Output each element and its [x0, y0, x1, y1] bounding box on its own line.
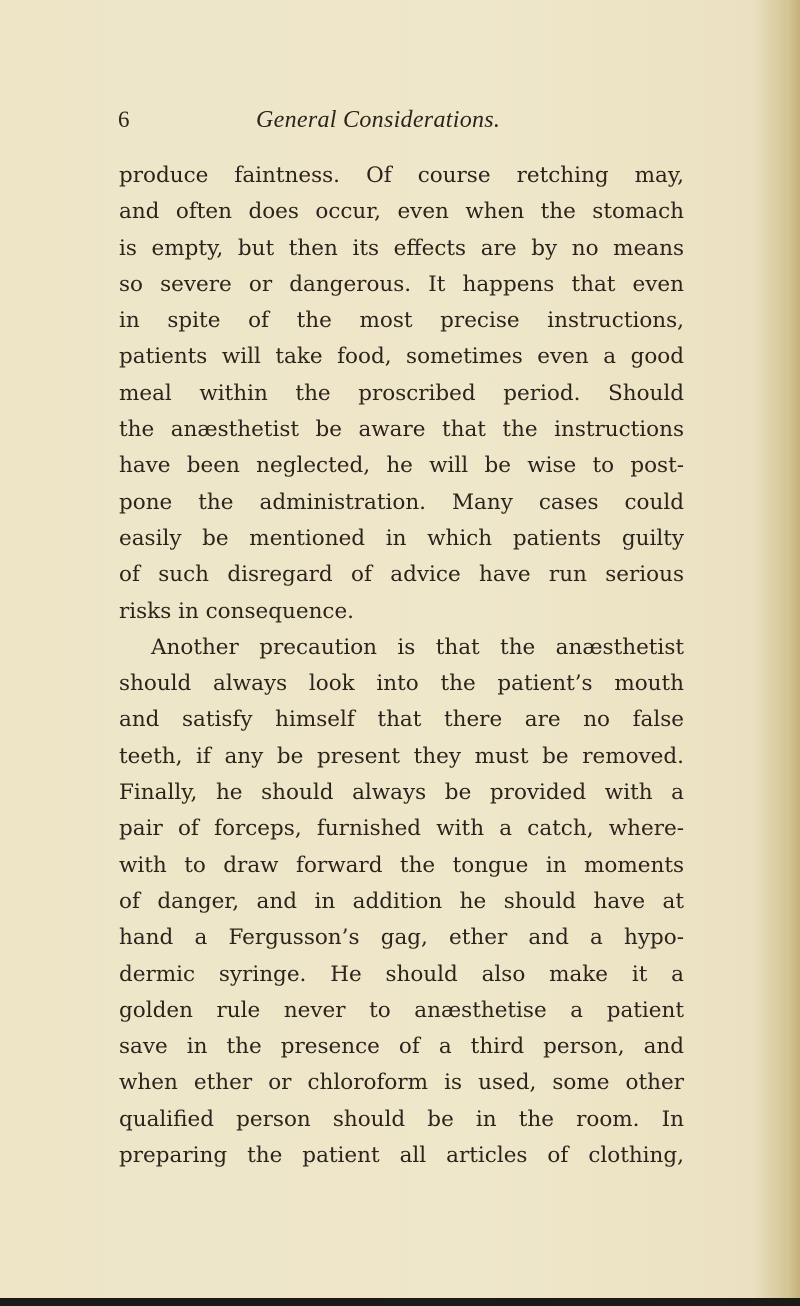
page-edge-shadow [786, 0, 800, 1306]
text-line: pair of forceps, furnished with a catch, where- [119, 816, 684, 842]
body-text [119, 158, 684, 1174]
text-line: should always look into the patient’s mouth [119, 671, 684, 697]
text-line: have been neglected, he will be wise to post- [119, 453, 684, 479]
paragraph [119, 630, 684, 1174]
text-line: of danger, and in addition he should have at [119, 888, 684, 914]
text-line: in spite of the most precise instructions, [119, 308, 684, 334]
text-line: with to draw forward the tongue in moments [119, 852, 684, 878]
text-line: preparing the patient all articles of clothing, [119, 1143, 684, 1169]
text-line: meal within the proscribed period. Should [119, 380, 684, 406]
paragraph [119, 158, 684, 630]
text-line: dermic syringe. He should also make it a [119, 961, 684, 987]
page-header [118, 107, 678, 147]
text-line: qualified person should be in the room. In [119, 1106, 684, 1132]
text-line: pone the administration. Many cases could [119, 489, 684, 515]
text-line: the anæsthetist be aware that the instructions [119, 417, 684, 443]
text-line: Another precaution is that the anæsthetist [151, 634, 684, 660]
text-line: so severe or dangerous. It happens that even [119, 271, 684, 297]
text-line: teeth, if any be present they must be removed. [119, 743, 684, 769]
text-line: of such disregard of advice have run serious [119, 562, 684, 588]
page-number: 6 [118, 107, 130, 132]
text-line: when ether or chloroform is used, some other [119, 1070, 684, 1096]
text-line: risks in consequence. [119, 598, 355, 624]
text-line: save in the presence of a third person, and [119, 1034, 684, 1060]
text-line: patients will take food, sometimes even a good [119, 344, 684, 370]
text-line: is empty, but then its effects are by no means [119, 235, 684, 261]
running-head: General Considerations. [256, 107, 501, 133]
text-line: golden rule never to anæsthetise a patient [119, 997, 684, 1023]
text-line: easily be mentioned in which patients guilty [119, 525, 684, 551]
text-line: hand a Fergusson’s gag, ether and a hypo- [119, 925, 684, 951]
page-bottom-edge [0, 1298, 800, 1306]
text-line: and often does occur, even when the stomach [119, 199, 684, 225]
text-line: produce faintness. Of course retching may, [119, 163, 684, 188]
text-line: and satisfy himself that there are no false [119, 707, 684, 733]
text-line: Finally, he should always be provided with a [119, 780, 684, 806]
